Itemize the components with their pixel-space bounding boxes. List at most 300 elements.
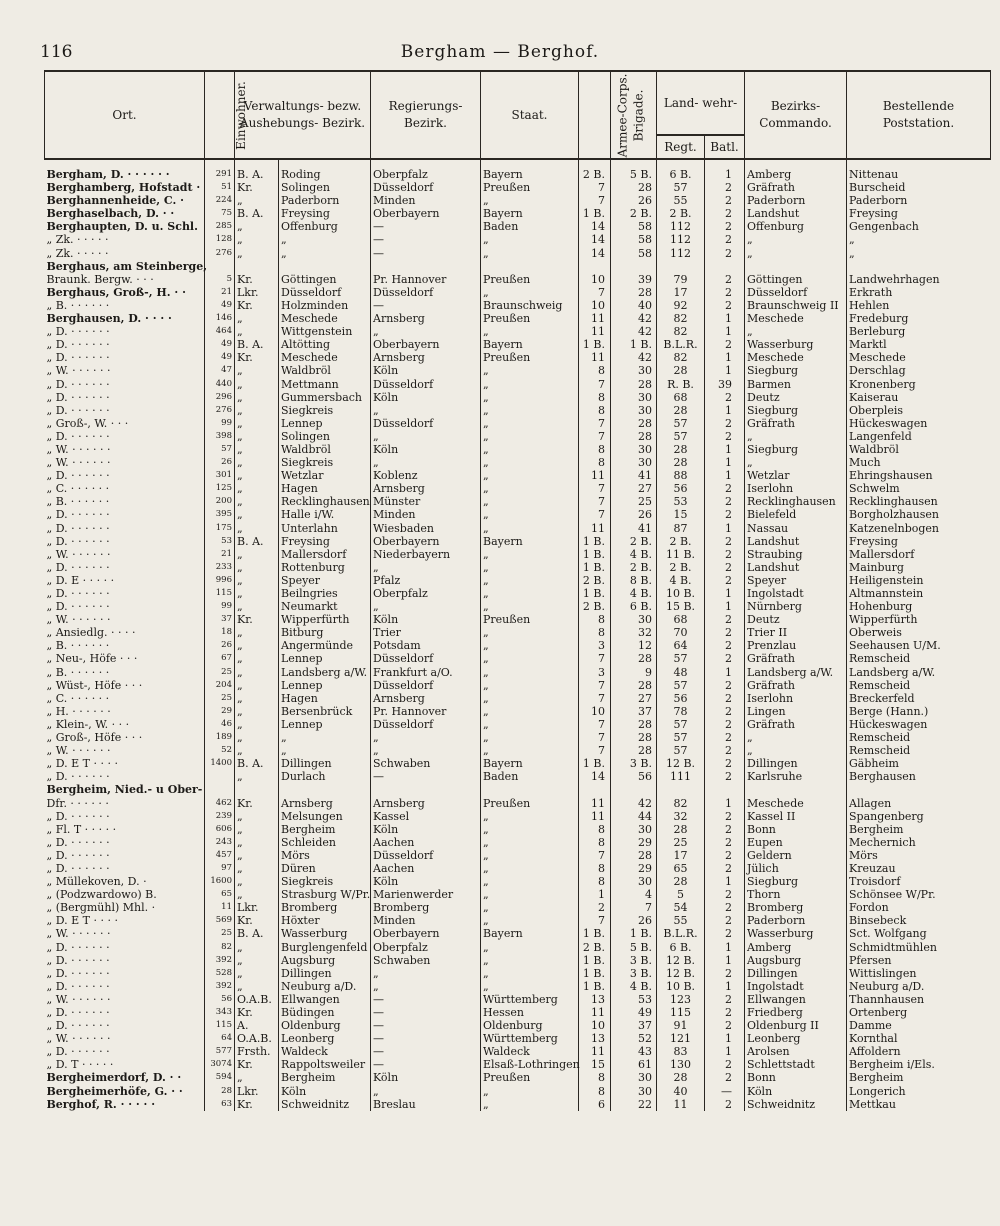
post-station-cell: Oberweis <box>847 626 991 639</box>
district-type-cell: Kr. <box>235 181 279 194</box>
army-corps-cell <box>579 783 611 796</box>
post-station-cell: Allagen <box>847 797 991 810</box>
district-type-cell: Kr. <box>235 1006 279 1019</box>
district-cell: Bromberg <box>279 901 371 914</box>
population-cell: 51 <box>205 181 235 194</box>
landwehr-battalion-cell: 2 <box>705 273 745 286</box>
government-district-cell: Pr. Hannover <box>371 705 481 718</box>
post-station-cell: Remscheid <box>847 744 991 757</box>
landwehr-regiment-cell: 88 <box>657 469 705 482</box>
district-cell: Beilngries <box>279 587 371 600</box>
district-type-cell: B. A. <box>235 338 279 351</box>
government-district-cell: Schwaben <box>371 954 481 967</box>
landwehr-regiment-cell: 57 <box>657 731 705 744</box>
landwehr-battalion-cell: 2 <box>705 508 745 521</box>
brigade-cell: 12 <box>611 639 657 652</box>
landwehr-regiment-cell: 17 <box>657 849 705 862</box>
army-corps-cell: 7 <box>579 378 611 391</box>
landwehr-regiment-cell: 12 B. <box>657 954 705 967</box>
district-command-cell: Meschede <box>745 312 847 325</box>
post-station-cell: Mainburg <box>847 561 991 574</box>
district-type-cell: „ <box>235 522 279 535</box>
district-command-cell: Nürnberg <box>745 600 847 613</box>
district-command-cell: Bromberg <box>745 901 847 914</box>
district-cell: Rappoltsweiler <box>279 1058 371 1071</box>
army-corps-cell: 8 <box>579 875 611 888</box>
brigade-cell: 58 <box>611 220 657 233</box>
table-row <box>45 587 991 600</box>
post-station-cell: Bergheim <box>847 823 991 836</box>
state-cell: Baden <box>481 770 579 783</box>
army-corps-cell <box>579 260 611 273</box>
population-cell: 128 <box>205 233 235 246</box>
table-row <box>45 875 991 888</box>
place-name-cell: Berghaupten, D. u. Schl. <box>46 220 198 234</box>
landwehr-regiment-cell: B.L.R. <box>657 338 705 351</box>
district-type-cell: „ <box>235 194 279 207</box>
army-corps-cell: 8 <box>579 836 611 849</box>
place-name-cell: Braunk. Bergw. · · · <box>46 272 154 286</box>
district-cell: Leonberg <box>279 1032 371 1045</box>
government-district-cell: Münster <box>371 495 481 508</box>
place-name-cell: „ W. · · · · · · <box>46 1032 111 1046</box>
table-row <box>45 888 991 901</box>
government-district-cell: — <box>371 220 481 233</box>
government-district-cell: — <box>371 1045 481 1058</box>
district-command-cell: Ellwangen <box>745 993 847 1006</box>
population-cell: 3074 <box>205 1058 235 1071</box>
landwehr-battalion-cell: 2 <box>705 338 745 351</box>
table-row <box>45 181 991 194</box>
place-name-cell: Bergheimerhöfe, G. · · <box>46 1084 183 1098</box>
brigade-cell: 3 B. <box>611 954 657 967</box>
government-district-cell: Arnsberg <box>371 482 481 495</box>
district-command-cell: Gräfrath <box>745 652 847 665</box>
post-station-cell: Freysing <box>847 535 991 548</box>
district-type-cell <box>235 260 279 273</box>
landwehr-battalion-cell: 1 <box>705 875 745 888</box>
brigade-cell <box>611 260 657 273</box>
government-district-cell: Oberbayern <box>371 927 481 940</box>
landwehr-regiment-cell: 28 <box>657 443 705 456</box>
district-type-cell: „ <box>235 220 279 233</box>
government-district-cell: Düsseldorf <box>371 718 481 731</box>
district-type-cell: „ <box>235 247 279 260</box>
landwehr-battalion-cell: 1 <box>705 351 745 364</box>
brigade-cell: 1 B. <box>611 338 657 351</box>
district-type-cell: B. A. <box>235 757 279 770</box>
post-station-cell: Neuburg a/D. <box>847 980 991 993</box>
place-name-cell: „ D. · · · · · · <box>46 429 110 443</box>
post-station-cell: Affoldern <box>847 1045 991 1058</box>
state-cell <box>481 783 579 796</box>
table-row <box>45 797 991 810</box>
post-station-cell: Meschede <box>847 351 991 364</box>
district-command-cell: Thorn <box>745 888 847 901</box>
post-station-cell: Kronenberg <box>847 378 991 391</box>
district-type-cell: B. A. <box>235 159 279 181</box>
district-command-cell: Amberg <box>745 941 847 954</box>
state-cell: „ <box>481 417 579 430</box>
state-cell: „ <box>481 639 579 652</box>
header-batl: Batl. <box>705 135 745 159</box>
state-cell <box>481 260 579 273</box>
army-corps-cell: 8 <box>579 613 611 626</box>
post-station-cell: Nittenau <box>847 159 991 181</box>
government-district-cell: Aachen <box>371 836 481 849</box>
army-corps-cell: 7 <box>579 181 611 194</box>
government-district-cell: Arnsberg <box>371 692 481 705</box>
district-cell: Schweidnitz <box>279 1098 371 1111</box>
army-corps-cell: 1 B. <box>579 757 611 770</box>
post-station-cell: „ <box>847 233 991 246</box>
government-district-cell: Minden <box>371 194 481 207</box>
post-station-cell <box>847 260 991 273</box>
state-cell: „ <box>481 286 579 299</box>
place-name-cell: „ Ansiedlg. · · · · <box>46 626 136 640</box>
district-cell: „ <box>279 247 371 260</box>
district-type-cell: „ <box>235 888 279 901</box>
district-command-cell: Wetzlar <box>745 469 847 482</box>
table-row <box>45 508 991 521</box>
landwehr-battalion-cell: 2 <box>705 482 745 495</box>
table-row <box>45 613 991 626</box>
district-cell: Freysing <box>279 535 371 548</box>
landwehr-battalion-cell: 1 <box>705 456 745 469</box>
district-cell: Wasserburg <box>279 927 371 940</box>
landwehr-regiment-cell: 57 <box>657 718 705 731</box>
place-name-cell: „ W. · · · · · · <box>46 364 111 378</box>
state-cell: Bayern <box>481 757 579 770</box>
table-row <box>45 194 991 207</box>
population-cell: 52 <box>205 744 235 757</box>
place-name-cell: „ Neu-, Höfe · · · <box>46 652 138 666</box>
post-station-cell: Remscheid <box>847 652 991 665</box>
register-table <box>44 70 991 1111</box>
army-corps-cell: 7 <box>579 430 611 443</box>
post-station-cell: Ehringshausen <box>847 469 991 482</box>
government-district-cell: Köln <box>371 1071 481 1084</box>
government-district-cell: Oberpfalz <box>371 587 481 600</box>
place-name-cell: Bergheimerdorf, D. · · <box>46 1071 182 1085</box>
army-corps-cell: 11 <box>579 810 611 823</box>
district-type-cell: „ <box>235 705 279 718</box>
brigade-cell: 28 <box>611 181 657 194</box>
district-type-cell: Kr. <box>235 351 279 364</box>
landwehr-regiment-cell: B.L.R. <box>657 927 705 940</box>
brigade-cell: 7 <box>611 901 657 914</box>
state-cell: „ <box>481 600 579 613</box>
landwehr-regiment-cell: 53 <box>657 495 705 508</box>
table-row <box>45 639 991 652</box>
army-corps-cell: 3 <box>579 639 611 652</box>
army-corps-cell: 11 <box>579 469 611 482</box>
place-name-cell: „ D. · · · · · · <box>46 351 110 365</box>
brigade-cell: 53 <box>611 993 657 1006</box>
district-cell: Siegkreis <box>279 875 371 888</box>
landwehr-regiment-cell: 70 <box>657 626 705 639</box>
landwehr-regiment-cell: 5 <box>657 888 705 901</box>
landwehr-battalion-cell <box>705 783 745 796</box>
district-command-cell: Augsburg <box>745 954 847 967</box>
landwehr-battalion-cell: 2 <box>705 744 745 757</box>
table-row <box>45 220 991 233</box>
post-station-cell <box>847 783 991 796</box>
population-cell: 996 <box>205 574 235 587</box>
place-name-cell: „ (Bergmühl) Mhl. · <box>46 901 156 915</box>
district-command-cell: Landshut <box>745 561 847 574</box>
population-cell: 296 <box>205 391 235 404</box>
army-corps-cell: 8 <box>579 626 611 639</box>
state-cell: „ <box>481 849 579 862</box>
place-name-cell: „ D. · · · · · · <box>46 403 110 417</box>
place-name-cell: „ W. · · · · · · <box>46 613 111 627</box>
district-cell: Gummersbach <box>279 391 371 404</box>
brigade-cell: 28 <box>611 286 657 299</box>
population-cell: 224 <box>205 194 235 207</box>
brigade-cell: 29 <box>611 836 657 849</box>
post-station-cell: Heiligenstein <box>847 574 991 587</box>
brigade-cell: 30 <box>611 1071 657 1084</box>
population-cell: 606 <box>205 823 235 836</box>
state-cell: „ <box>481 548 579 561</box>
government-district-cell: „ <box>371 731 481 744</box>
government-district-cell: Aachen <box>371 862 481 875</box>
post-station-cell: Landwehrhagen <box>847 273 991 286</box>
population-cell: 18 <box>205 626 235 639</box>
table-row <box>45 522 991 535</box>
place-name-cell: „ Groß-, Höfe · · · <box>46 731 143 745</box>
landwehr-battalion-cell: 2 <box>705 927 745 940</box>
district-type-cell: „ <box>235 233 279 246</box>
place-name-cell: „ D. · · · · · · <box>46 508 110 522</box>
landwehr-battalion-cell: 2 <box>705 1006 745 1019</box>
landwehr-regiment-cell: 78 <box>657 705 705 718</box>
population-cell: 57 <box>205 443 235 456</box>
brigade-cell: 27 <box>611 482 657 495</box>
state-cell: „ <box>481 744 579 757</box>
state-cell: Preußen <box>481 613 579 626</box>
brigade-cell: 8 B. <box>611 574 657 587</box>
landwehr-regiment-cell: 91 <box>657 1019 705 1032</box>
landwehr-regiment-cell: 11 <box>657 1098 705 1111</box>
population-cell: 65 <box>205 888 235 901</box>
brigade-cell: 30 <box>611 456 657 469</box>
district-command-cell: Göttingen <box>745 273 847 286</box>
army-corps-cell: 7 <box>579 718 611 731</box>
post-station-cell: Binsebeck <box>847 914 991 927</box>
brigade-cell: 37 <box>611 1019 657 1032</box>
table-row <box>45 482 991 495</box>
district-cell: Augsburg <box>279 954 371 967</box>
post-station-cell: Spangenberg <box>847 810 991 823</box>
brigade-cell: 6 B. <box>611 600 657 613</box>
district-command-cell: Jülich <box>745 862 847 875</box>
district-cell: Meschede <box>279 351 371 364</box>
population-cell: 67 <box>205 652 235 665</box>
landwehr-battalion-cell: 1 <box>705 1032 745 1045</box>
landwehr-battalion-cell: 1 <box>705 312 745 325</box>
district-cell: Wetzlar <box>279 469 371 482</box>
brigade-cell: 28 <box>611 378 657 391</box>
district-cell: Halle i/W. <box>279 508 371 521</box>
post-station-cell: Marktl <box>847 338 991 351</box>
district-type-cell: „ <box>235 679 279 692</box>
district-type-cell: Lkr. <box>235 286 279 299</box>
district-type-cell: „ <box>235 312 279 325</box>
table-row <box>45 1098 991 1111</box>
brigade-cell: 28 <box>611 679 657 692</box>
landwehr-battalion-cell: 39 <box>705 378 745 391</box>
district-command-cell: Bielefeld <box>745 508 847 521</box>
table-row <box>45 980 991 993</box>
landwehr-battalion-cell: 1 <box>705 469 745 482</box>
government-district-cell: Niederbayern <box>371 548 481 561</box>
army-corps-cell: 7 <box>579 679 611 692</box>
landwehr-battalion-cell: 2 <box>705 1019 745 1032</box>
district-command-cell: „ <box>745 247 847 260</box>
landwehr-battalion-cell: 1 <box>705 364 745 377</box>
army-corps-cell: 1 B. <box>579 927 611 940</box>
landwehr-battalion-cell: 2 <box>705 1071 745 1084</box>
state-cell: Bayern <box>481 535 579 548</box>
district-cell: Büdingen <box>279 1006 371 1019</box>
district-cell: Recklinghausen <box>279 495 371 508</box>
state-cell: „ <box>481 810 579 823</box>
place-name-cell: „ D. · · · · · · <box>46 325 110 339</box>
district-type-cell: „ <box>235 954 279 967</box>
district-cell: Speyer <box>279 574 371 587</box>
government-district-cell: Koblenz <box>371 469 481 482</box>
army-corps-cell: 8 <box>579 1071 611 1084</box>
landwehr-battalion-cell: 2 <box>705 967 745 980</box>
army-corps-cell: 1 B. <box>579 207 611 220</box>
district-type-cell: „ <box>235 364 279 377</box>
army-corps-cell: 7 <box>579 692 611 705</box>
district-cell: Siegkreis <box>279 456 371 469</box>
place-name-cell: „ Wüst-, Höfe · · · <box>46 678 143 692</box>
district-command-cell: Oldenburg II <box>745 1019 847 1032</box>
district-command-cell: Nassau <box>745 522 847 535</box>
population-cell: 457 <box>205 849 235 862</box>
table-row <box>45 836 991 849</box>
brigade-cell: 28 <box>611 849 657 862</box>
government-district-cell: — <box>371 299 481 312</box>
landwehr-battalion-cell: 2 <box>705 535 745 548</box>
population-cell: 25 <box>205 692 235 705</box>
table-row <box>45 391 991 404</box>
landwehr-battalion-cell: 2 <box>705 770 745 783</box>
state-cell: „ <box>481 666 579 679</box>
district-command-cell: Barmen <box>745 378 847 391</box>
header-regierung: Regierungs- Bezirk. <box>371 71 481 159</box>
population-cell <box>205 770 235 783</box>
table-row <box>45 404 991 417</box>
population-cell: 125 <box>205 482 235 495</box>
state-cell: „ <box>481 679 579 692</box>
brigade-cell: 26 <box>611 194 657 207</box>
landwehr-regiment-cell: 15 <box>657 508 705 521</box>
army-corps-cell: 14 <box>579 770 611 783</box>
place-name-cell: Berghof, R. · · · · · <box>46 1097 156 1111</box>
district-command-cell: „ <box>745 430 847 443</box>
landwehr-battalion-cell: 2 <box>705 810 745 823</box>
landwehr-regiment-cell: 56 <box>657 482 705 495</box>
landwehr-battalion-cell: 2 <box>705 207 745 220</box>
government-district-cell: Potsdam <box>371 639 481 652</box>
post-station-cell: Paderborn <box>847 194 991 207</box>
government-district-cell: Oberbayern <box>371 535 481 548</box>
district-type-cell: „ <box>235 443 279 456</box>
government-district-cell: Wiesbaden <box>371 522 481 535</box>
army-corps-cell: 2 <box>579 901 611 914</box>
brigade-cell: 3 B. <box>611 967 657 980</box>
landwehr-regiment-cell: 15 B. <box>657 600 705 613</box>
post-station-cell: Remscheid <box>847 679 991 692</box>
landwehr-battalion-cell: 2 <box>705 914 745 927</box>
table-row <box>45 535 991 548</box>
army-corps-cell: 1 <box>579 888 611 901</box>
brigade-cell: 30 <box>611 404 657 417</box>
district-cell <box>279 783 371 796</box>
table-row <box>45 233 991 246</box>
army-corps-cell: 1 B. <box>579 338 611 351</box>
government-district-cell: — <box>371 1019 481 1032</box>
state-cell: Elsaß-Lothringen <box>481 1058 579 1071</box>
district-type-cell: „ <box>235 378 279 391</box>
district-cell: Hagen <box>279 482 371 495</box>
place-name-cell: „ C. · · · · · · <box>46 691 110 705</box>
landwehr-battalion-cell: 2 <box>705 679 745 692</box>
state-cell: Preußen <box>481 273 579 286</box>
district-cell: Schleiden <box>279 836 371 849</box>
brigade-cell: 5 B. <box>611 941 657 954</box>
table-row <box>45 443 991 456</box>
table-row <box>45 1085 991 1098</box>
table-row <box>45 247 991 260</box>
army-corps-cell: 10 <box>579 299 611 312</box>
district-command-cell: Friedberg <box>745 1006 847 1019</box>
place-name-cell: „ D. · · · · · · <box>46 848 110 862</box>
place-name-cell: „ W. · · · · · · <box>46 927 111 941</box>
population-cell: 291 <box>205 159 235 181</box>
district-command-cell: Offenburg <box>745 220 847 233</box>
district-type-cell: Kr. <box>235 914 279 927</box>
brigade-cell: 29 <box>611 862 657 875</box>
population-cell: 37 <box>205 613 235 626</box>
government-district-cell: „ <box>371 967 481 980</box>
state-cell: „ <box>481 652 579 665</box>
table-row <box>45 901 991 914</box>
state-cell: „ <box>481 967 579 980</box>
post-station-cell: „ <box>847 247 991 260</box>
table-row <box>45 260 991 273</box>
population-cell: 25 <box>205 927 235 940</box>
post-station-cell: Hückeswagen <box>847 718 991 731</box>
table-row <box>45 718 991 731</box>
district-command-cell: Deutz <box>745 391 847 404</box>
district-command-cell: Siegburg <box>745 875 847 888</box>
landwehr-battalion-cell: 2 <box>705 613 745 626</box>
population-cell: 75 <box>205 207 235 220</box>
state-cell: „ <box>481 194 579 207</box>
government-district-cell: Arnsberg <box>371 312 481 325</box>
place-name-cell: „ D. · · · · · · <box>46 338 110 352</box>
post-station-cell: Landsberg a/W. <box>847 666 991 679</box>
army-corps-cell: 8 <box>579 456 611 469</box>
government-district-cell: Düsseldorf <box>371 652 481 665</box>
district-command-cell: Arolsen <box>745 1045 847 1058</box>
